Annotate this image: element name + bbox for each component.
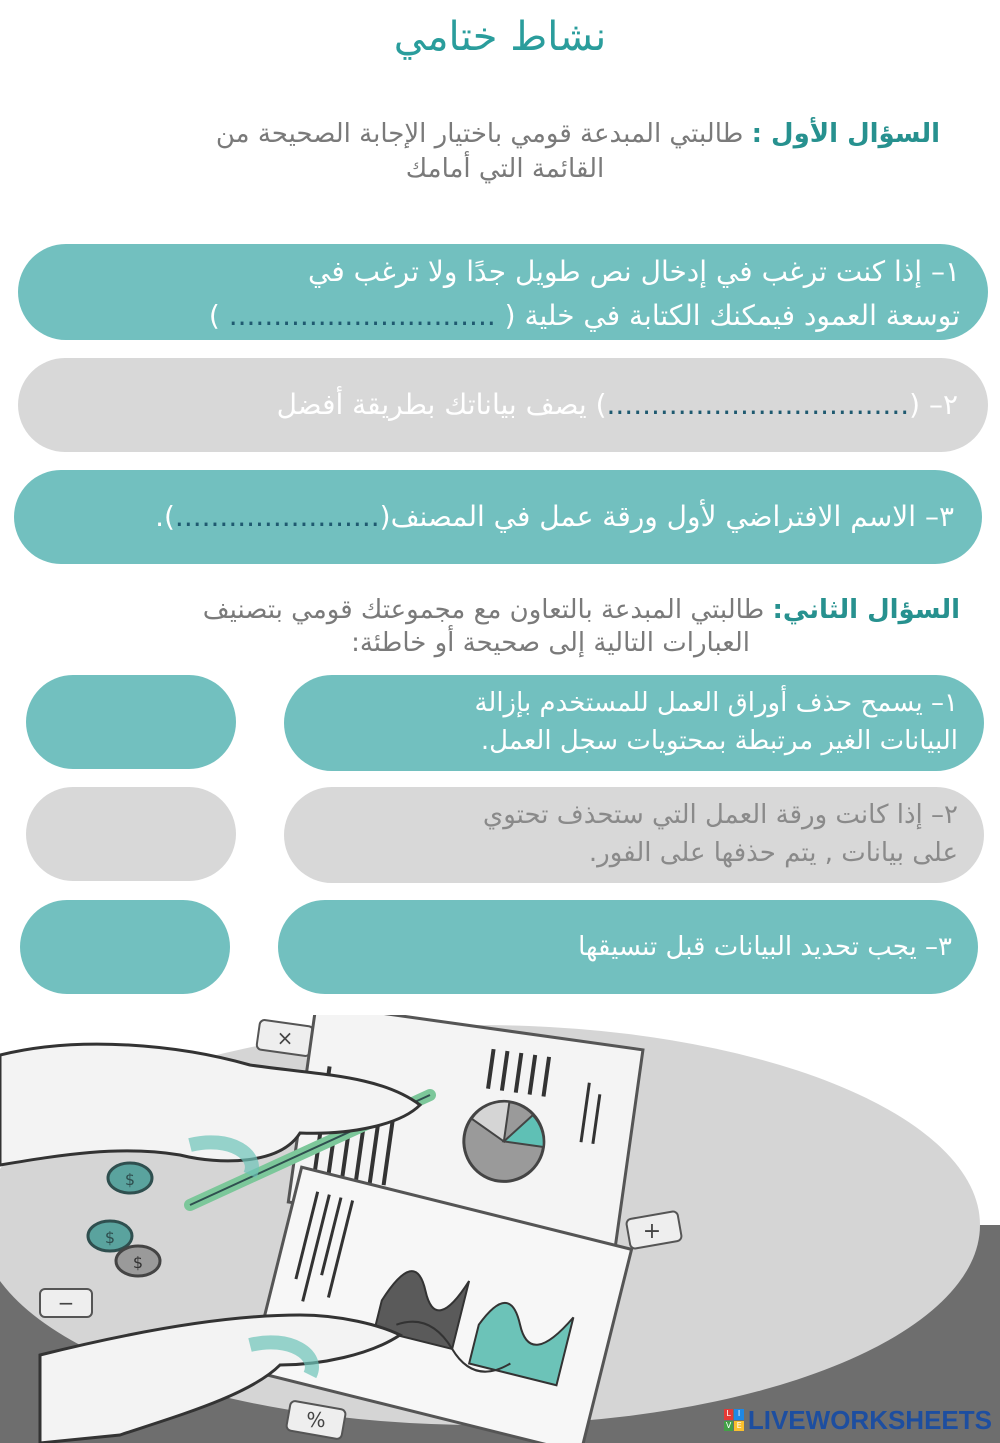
q2-item-2-answer-box[interactable] [26, 787, 236, 881]
q2-item-1-answer-box[interactable] [26, 675, 236, 769]
question-1-prompt [70, 114, 940, 154]
q1-item-2-card: ٢– (..................................) يصف بياناتك بطريقة أفضل [18, 358, 988, 452]
finance-illustration [0, 1015, 1000, 1443]
coin-icon [88, 1221, 132, 1251]
q1-item-3-card: ٣– الاسم الافتراضي لأول ورقة عمل في المصنف(.......................). [14, 470, 982, 564]
svg-text:×: × [276, 1026, 294, 1050]
question-1-text-line2: القائمة التي أمامك [405, 154, 605, 184]
q1-item-1-line2: توسعة العمود فيمكنك الكتابة في خلية ( .............................. ) [208, 299, 960, 332]
svg-text:+: + [642, 1219, 662, 1244]
svg-text:$: $ [104, 1228, 116, 1247]
question-2-text: طالبتي المبدعة بالتعاون مع مجموعتك قومي بتصنيف [202, 595, 773, 625]
liveworksheets-logo-text: LIVEWORKSHEETS [747, 1404, 992, 1435]
key-x-icon [256, 1019, 314, 1056]
question-2-prompt [40, 590, 960, 630]
q2-item-3-card: ٣– يجب تحديد البيانات قبل تنسيقها [278, 900, 978, 994]
q1-item-1-card [18, 244, 988, 340]
page-title: نشاط ختامي [393, 14, 607, 60]
q2-item-2-card: ٢– إذا كانت ورقة العمل التي ستحذف تحتوي على بيانات , يتم حذفها على الفور. [284, 787, 984, 883]
svg-text:$: $ [124, 1170, 136, 1189]
q2-item-3-answer-box[interactable] [20, 900, 230, 994]
question-2-label: السؤال الثاني: [772, 595, 960, 625]
q1-item-2-blank[interactable]: .................................. [606, 388, 910, 421]
q1-item-1-line1: ١– إذا كنت ترغب في إدخال نص طويل جدًا ولا ترغب في [307, 255, 960, 288]
svg-text:%: % [306, 1408, 326, 1432]
q1-item-3-blank[interactable]: ....................... [174, 500, 380, 533]
question-2-text-line2: العبارات التالية إلى صحيحة أو خاطئة: [351, 628, 750, 658]
svg-text:$: $ [132, 1253, 144, 1272]
coin-icon [116, 1246, 160, 1276]
question-1-label: السؤال الأول : [751, 119, 940, 149]
key-minus-icon [40, 1289, 92, 1317]
q1-item-1-blank[interactable]: .............................. [219, 299, 505, 332]
q2-item-1-card: ١– يسمح حذف أوراق العمل للمستخدم بإزالة البيانات الغير مرتبطة بمحتويات سجل العمل. [284, 675, 984, 771]
question-1-text: طالبتي المبدعة قومي باختيار الإجابة الصحيحة من [215, 119, 752, 149]
liveworksheets-logo-mark: L I V E [724, 1409, 744, 1431]
coin-icon [108, 1163, 152, 1193]
svg-text:−: − [57, 1291, 75, 1315]
liveworksheets-logo [724, 1405, 992, 1435]
